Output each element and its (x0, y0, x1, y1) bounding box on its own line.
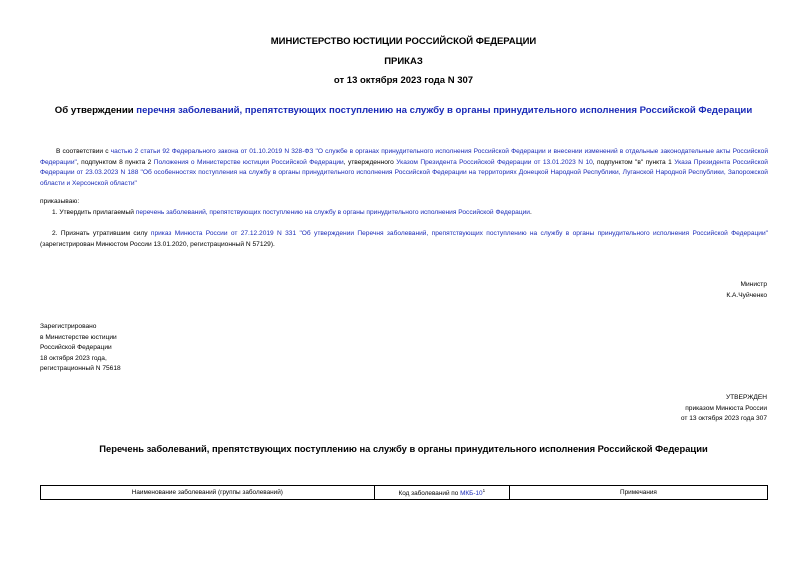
approved-block (681, 393, 767, 425)
col-notes: Примечания (509, 486, 767, 500)
intro-text-4: , подпунктом "в" пункта 1 (592, 158, 675, 166)
order-date-number: от 13 октября 2023 года N 307 (333, 75, 474, 86)
intro-text-3: , утвержденного (343, 158, 397, 166)
list-title: Перечень заболеваний, препятствующих поступлению на службу в органы принудительного исполнения Российской Федерации (99, 443, 708, 454)
decree-word: приказываю: (40, 198, 80, 205)
item2-text-1: 2. Признать утратившим силу (52, 230, 151, 237)
table-header-row (41, 486, 768, 500)
law-328-fz-link[interactable]: частью 2 статьи 92 Федерального закона от 01.10.2019 N 328-ФЗ "О службе в органах принудительного исполнения Российской Федерации и внесении изменений в отдельные законодательные акты Российской Федерации" (40, 148, 768, 166)
decree-10-link[interactable]: Указом Президента Российской Федерации от 13.01.2023 N 10 (396, 158, 593, 166)
intro-text-2: , подпунктом 8 пункта 2 (76, 158, 154, 166)
approved-line: УТВЕРЖДЕН (725, 394, 767, 401)
registration-line: в Министерстве юстиции (40, 333, 117, 341)
order-title-link[interactable]: перечня заболеваний, препятствующих поступлению на службу в органы принудительного исполнения Российской Федерации (136, 105, 753, 116)
diseases-table (40, 485, 768, 500)
signature-block (726, 280, 767, 301)
registration-line: Российской Федерации (40, 344, 112, 351)
intro-text-1: В соответствии с (56, 148, 111, 155)
approved-line: приказом Минюста России (685, 404, 767, 412)
item1-list-link[interactable]: перечень заболеваний, препятствующих поступлению на службу в органы принудительного исполнения Российской Федерации (135, 209, 530, 216)
signature-position: Министр (740, 281, 767, 288)
order-title (40, 105, 767, 116)
col-disease-name: Наименование заболеваний (группы заболеваний) (41, 486, 375, 500)
registration-line: 18 октября 2023 года, (40, 354, 107, 362)
ministry-regulation-link[interactable]: Положения о Министерстве юстиции Российской Федерации (153, 158, 344, 166)
signature-name: К.А.Чуйченко (726, 291, 767, 299)
col-icd-code (374, 486, 509, 500)
item2-text-2: (зарегистрирован Минюстом России 13.01.2020, регистрационный N 57129). (40, 240, 275, 248)
registration-line: Зарегистрировано (40, 323, 97, 330)
footnote-1[interactable]: 1 (482, 487, 486, 493)
order-item-2 (40, 229, 768, 250)
ministry-heading: МИНИСТЕРСТВО ЮСТИЦИИ РОССИЙСКОЙ ФЕДЕРАЦИИ (270, 36, 537, 47)
item1-text-1: 1. Утвердить прилагаемый (52, 209, 136, 216)
order-title-prefix: Об утверждении (54, 105, 137, 116)
icd-10-link[interactable]: МКБ-10 (460, 490, 483, 498)
icd-code-prefix: Код заболеваний по (398, 490, 461, 498)
decree-188-link[interactable]: Указа Президента Российской Федерации от 23.03.2023 N 188 "Об особенностях поступления на службу в органы принудительного исполнения Российской Федерации на территориях Донецкой Народной Республики, Луганской Народной Республики, Запорожской области и Херсонской области" (40, 158, 768, 187)
item1-text-2: . (529, 209, 532, 216)
intro-paragraph (40, 147, 768, 189)
order-item-1 (40, 208, 768, 219)
approved-line: от 13 октября 2023 года 307 (680, 415, 767, 422)
registration-block (40, 322, 121, 375)
order-331-link[interactable]: приказ Минюста России от 27.12.2019 N 331 "Об утверждении Перечня заболеваний, препятствующих поступлению на службу в органы принудительного исполнения Российской Федерации" (150, 230, 768, 237)
registration-line: регистрационный N 75618 (40, 365, 121, 372)
doc-type-heading: ПРИКАЗ (384, 56, 423, 67)
